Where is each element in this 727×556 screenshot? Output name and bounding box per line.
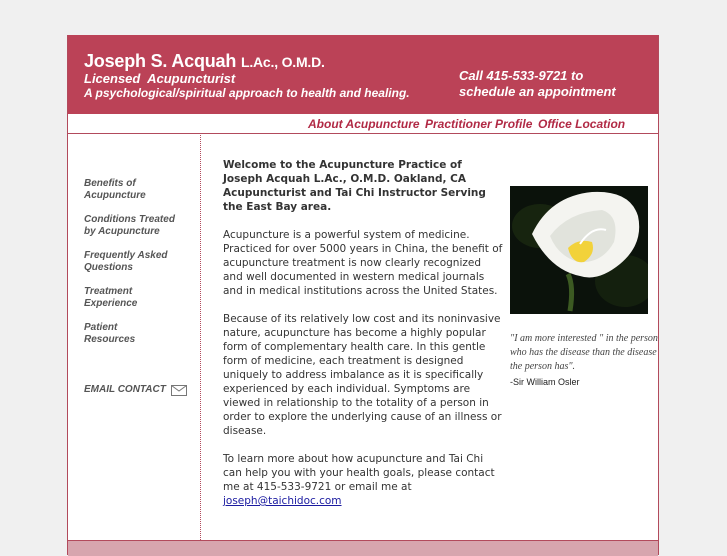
email-contact-link[interactable] [84, 384, 194, 396]
name-text: Joseph S. Acquah [84, 51, 237, 71]
sidebar-item-label: Questions [84, 262, 133, 273]
sidebar-item-treatment[interactable] [84, 286, 194, 310]
sidebar-item-label: Benefits of [84, 178, 136, 189]
sidebar-item-label: Experience [84, 298, 138, 309]
top-nav [68, 114, 658, 134]
email-contact-label: EMAIL CONTACT [84, 384, 166, 395]
sidebar-item-label: Resources [84, 334, 136, 345]
quote-author: -Sir William Osler [510, 377, 580, 387]
practitioner-name [84, 51, 325, 72]
welcome-heading: Welcome to the Acupuncture Practice of Joseph Acquah L.Ac., O.M.D. Oakland, CA Acupuncturist and Tai Chi Instructor Serving the East Bay area. [223, 159, 486, 213]
main-content [223, 158, 503, 522]
osler-quote: "I am more interested " in the person who has the disease than the disease the person has". [510, 333, 658, 372]
call-to-action [459, 68, 616, 100]
contact-text: To learn more about how acupuncture and Tai Chi can help you with your health goals, please contact me at 415-533-9721 or email me at [223, 453, 495, 493]
sidebar-item-conditions[interactable] [84, 214, 194, 238]
sidebar-item-label: Acupuncture [84, 190, 146, 201]
tagline: A psychological/spiritual approach to health and healing. [84, 86, 410, 100]
cost-paragraph: Because of its relatively low cost and its noninvasive nature, acupuncture has become a highly popular form of complementary health care. In this gentle form of medicine, each treatment is designed uniquely to address imbalance as it is specifically experienced by each individual. Symptoms are viewed in relationship to the totality of a person in order to explore the underlying cause of an illness or disease. [223, 313, 502, 437]
sidebar-item-label: Conditions Treated [84, 214, 175, 225]
site-header [68, 35, 658, 114]
footer-bar [68, 540, 658, 556]
page-container [67, 35, 659, 555]
calla-lily-image [510, 186, 648, 314]
nav-office-location[interactable]: Office Location [538, 117, 626, 131]
sidebar-item-label: by Acupuncture [84, 226, 160, 237]
nav-about-acupuncture[interactable]: About Acupuncture [308, 117, 420, 131]
intro-paragraph: Acupuncture is a powerful system of medicine. Practiced for over 5000 years in China, the benefit of acupuncture treatment is now clearly recognized and well documented in western medical journals and in medical institutions across the United States. [223, 229, 503, 297]
sidebar-item-resources[interactable] [84, 322, 194, 346]
practitioner-title: Licensed Acupuncturist [84, 71, 236, 86]
email-link[interactable]: joseph@taichidoc.com [223, 495, 342, 507]
sidebar-item-faq[interactable] [84, 250, 194, 274]
envelope-icon [171, 385, 187, 396]
contact-paragraph [223, 452, 503, 508]
credentials-text: L.Ac., O.M.D. [240, 54, 325, 70]
sidebar-item-label: Frequently Asked [84, 250, 168, 261]
call-line-1: Call 415-533-9721 to [459, 68, 584, 83]
nav-practitioner-profile[interactable]: Practitioner Profile [425, 117, 533, 131]
column-divider [200, 135, 201, 540]
sidebar-item-benefits[interactable] [84, 178, 194, 202]
sidebar-item-label: Patient [84, 322, 118, 333]
sidebar-item-label: Treatment [84, 286, 133, 297]
call-line-2: schedule an appointment [459, 84, 616, 99]
